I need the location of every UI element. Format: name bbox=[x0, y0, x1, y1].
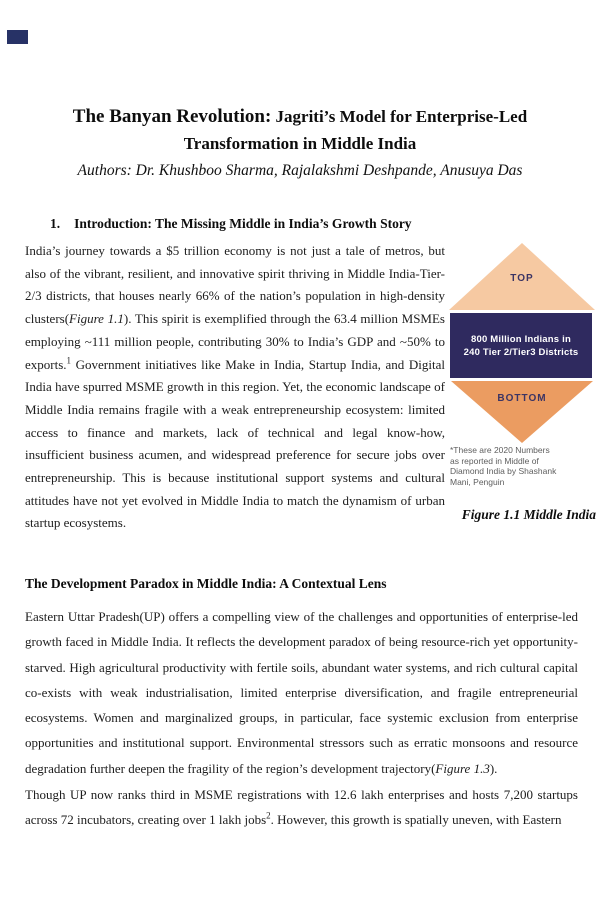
paper-title-line2: Transformation in Middle India bbox=[183, 134, 417, 153]
paper-title bbox=[0, 103, 600, 131]
page-corner-mark bbox=[7, 30, 28, 44]
section1-heading bbox=[50, 216, 412, 232]
msme-paragraph bbox=[25, 782, 578, 833]
context-text-b: ). bbox=[489, 760, 498, 776]
msme-text-a: Though UP now ranks third in MSME registrations with 12.6 lakh enterprises and hosts 7,200 startups across 72 incubators, creating over 1 lakh jobs bbox=[25, 787, 578, 828]
diamond-center-box bbox=[450, 313, 592, 378]
diamond-center-line1: 800 Million Indians in bbox=[471, 333, 571, 345]
figure-caption: Figure 1.1 Middle India bbox=[461, 507, 596, 522]
figure-1-1-middle-india bbox=[448, 243, 596, 533]
intro-text-b: ). This spirit is exemplified through the 63.4 million MSMEs employing ~111 million people, contributing 30% to India’s GDP and ~50% to exports. bbox=[25, 311, 445, 372]
msme-text-b: . However, this growth is spatially uneven, with Eastern bbox=[270, 812, 562, 828]
section1-heading-text: Introduction: The Missing Middle in India’s Growth Story bbox=[74, 216, 412, 231]
title-block bbox=[0, 103, 600, 184]
figure-1-3-reference: Figure 1.3 bbox=[435, 760, 490, 776]
paper-title-emphasis: The Banyan Revolution: bbox=[72, 106, 272, 127]
footnote-2-marker: 2 bbox=[266, 810, 271, 821]
footnote-1-marker: 1 bbox=[66, 355, 72, 366]
paper-title-rest: Jagriti’s Model for Enterprise-Led bbox=[271, 107, 528, 126]
figure-footnote-line: Diamond India by Shashank bbox=[450, 466, 557, 476]
diamond-bottom-label: BOTTOM bbox=[497, 393, 547, 404]
context-text-a: Eastern Uttar Pradesh(UP) offers a compelling view of the challenges and opportunities of enterprise-led growth faced in Middle India. It reflects the development paradox of being resource-rich yet opportunity-starved. High agricultural productivity with fertile soils, abundant water systems, and rich cultural capital co-exists with weak industrialisation, limited enterprise diversification, and fragile entrepreneurial ecosystems. Women and marginalized groups, in particular, face systemic exclusion from enterprise opportunities and institutional support. Environmental stressors such as erratic monsoons and resource degradation further deepen the fragility of the region’s development trajectory( bbox=[25, 609, 578, 776]
section1-number: 1. bbox=[50, 216, 61, 231]
intro-text-a: India’s journey towards a $5 trillion economy is not just a tale of metros, but also of the vibrant, resilient, and innovative spirit thriving in Middle India-Tier-2/3 districts, that houses nearly 66% of the nation’s population in high-density clusters( bbox=[25, 243, 445, 327]
diamond-top-label: TOP bbox=[510, 273, 534, 284]
context-paragraph bbox=[25, 604, 578, 781]
figure-footnote-line: as reported in Middle of bbox=[450, 455, 539, 466]
figure-footnote-line: Mani, Penguin bbox=[450, 476, 505, 487]
figure-footnote-line: *These are 2020 Numbers bbox=[450, 445, 550, 455]
authors-line: Authors: Dr. Khushboo Sharma, Rajalakshmi Deshpande, Anusuya Das bbox=[77, 162, 523, 179]
diamond-center-line2: 240 Tier 2/Tier3 Districts bbox=[463, 346, 579, 358]
figure-1-1-reference: Figure 1.1 bbox=[69, 311, 124, 327]
section2-heading: The Development Paradox in Middle India: A Contextual Lens bbox=[25, 576, 387, 591]
intro-text-c: Government initiatives like Make in India, Startup India, and Digital India have spurred MSME growth in this region. Yet, the economic landscape of Middle India remains fragile with a weak entrepreneurship ecosystem: limited access to finance and markets, lack of technical and legal know-how, insufficient business acumen, and widespread preference for secure jobs over entrepreneurship. This is because institutional support systems and cultural attitudes have not yet evolved in Middle India to match the dynamism of urban startup ecosystems. bbox=[25, 356, 445, 531]
figure-source-footnote bbox=[450, 445, 590, 487]
diamond-bottom-triangle bbox=[451, 381, 593, 443]
intro-paragraph bbox=[25, 240, 445, 535]
